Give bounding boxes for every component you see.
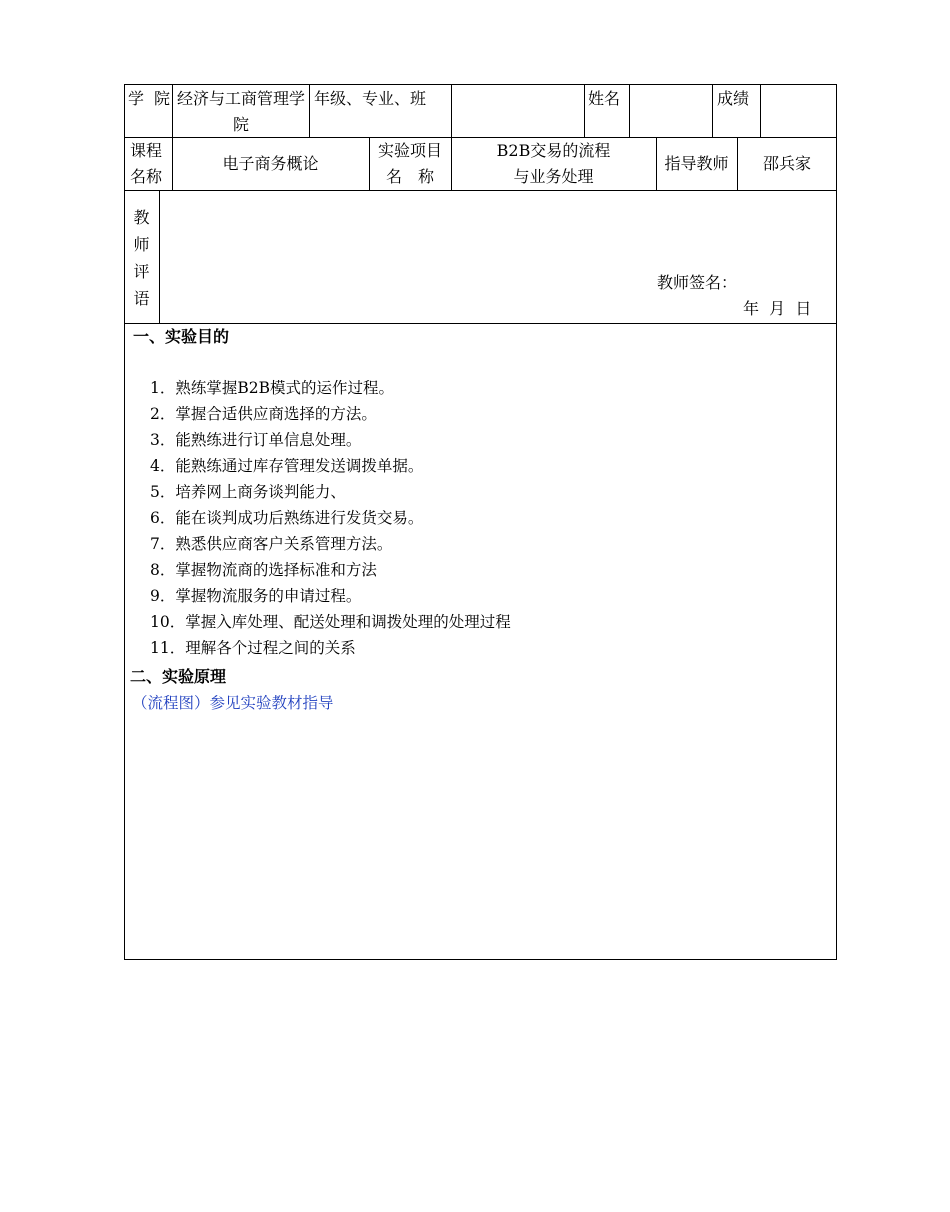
list-item: 11．理解各个过程之间的关系	[150, 639, 356, 657]
list-item: 2．掌握合适供应商选择的方法。	[150, 405, 377, 423]
project-value-line2: 与业务处理	[513, 167, 594, 186]
list-item: 4．能熟练通过库存管理发送调拨单据。	[150, 457, 424, 475]
comment-label: 教 师 评 语	[133, 208, 150, 308]
project-label-line1: 实验项目	[377, 141, 442, 160]
objectives-list	[150, 375, 511, 661]
list-item: 3．能熟练进行订单信息处理。	[150, 431, 362, 449]
list-item: 10．掌握入库处理、配送处理和调拨处理的处理过程	[150, 613, 511, 631]
col-divider	[172, 84, 173, 137]
col-divider	[712, 84, 713, 137]
list-item: 6．能在谈判成功后熟练进行发货交易。	[150, 509, 424, 527]
list-item: 8．掌握物流商的选择标准和方法	[150, 561, 377, 579]
row-divider-2	[124, 190, 837, 191]
name-label: 姓名	[588, 89, 621, 108]
section-2-title: 二、实验原理	[130, 667, 227, 686]
project-label-line2: 名 称	[385, 167, 434, 186]
col-divider	[451, 84, 452, 137]
list-item: 9．掌握物流服务的申请过程。	[150, 587, 362, 605]
score-label: 成绩	[717, 89, 750, 108]
col-divider	[629, 84, 630, 137]
teacher-label: 指导教师	[664, 154, 729, 173]
col-divider	[760, 84, 761, 137]
list-item: 1．熟练掌握B2B模式的运作过程。	[150, 379, 395, 397]
row-divider-3	[124, 323, 837, 324]
teacher-value: 邵兵家	[762, 154, 811, 173]
teacher-signature-label: 教师签名：	[657, 273, 738, 292]
comment-area[interactable]	[163, 196, 833, 266]
principle-note: （流程图）参见实验教材指导	[132, 694, 334, 712]
grade-label: 年级、专业、班	[314, 89, 427, 108]
list-item: 7．熟悉供应商客户关系管理方法。	[150, 535, 393, 553]
college-value: 经济与工商管理学院	[176, 89, 305, 134]
college-label: 学院	[128, 89, 170, 108]
col-divider	[584, 84, 585, 137]
col-divider	[159, 190, 160, 323]
col-divider	[309, 84, 310, 137]
signature-date: 年 月 日	[743, 299, 812, 318]
list-item: 5．培养网上商务谈判能力、	[150, 483, 346, 501]
course-value: 电子商务概论	[222, 154, 319, 173]
section-1-title: 一、实验目的	[133, 327, 230, 346]
course-label: 课程名称	[130, 141, 163, 186]
project-value-line1: B2B交易的流程	[496, 141, 611, 160]
